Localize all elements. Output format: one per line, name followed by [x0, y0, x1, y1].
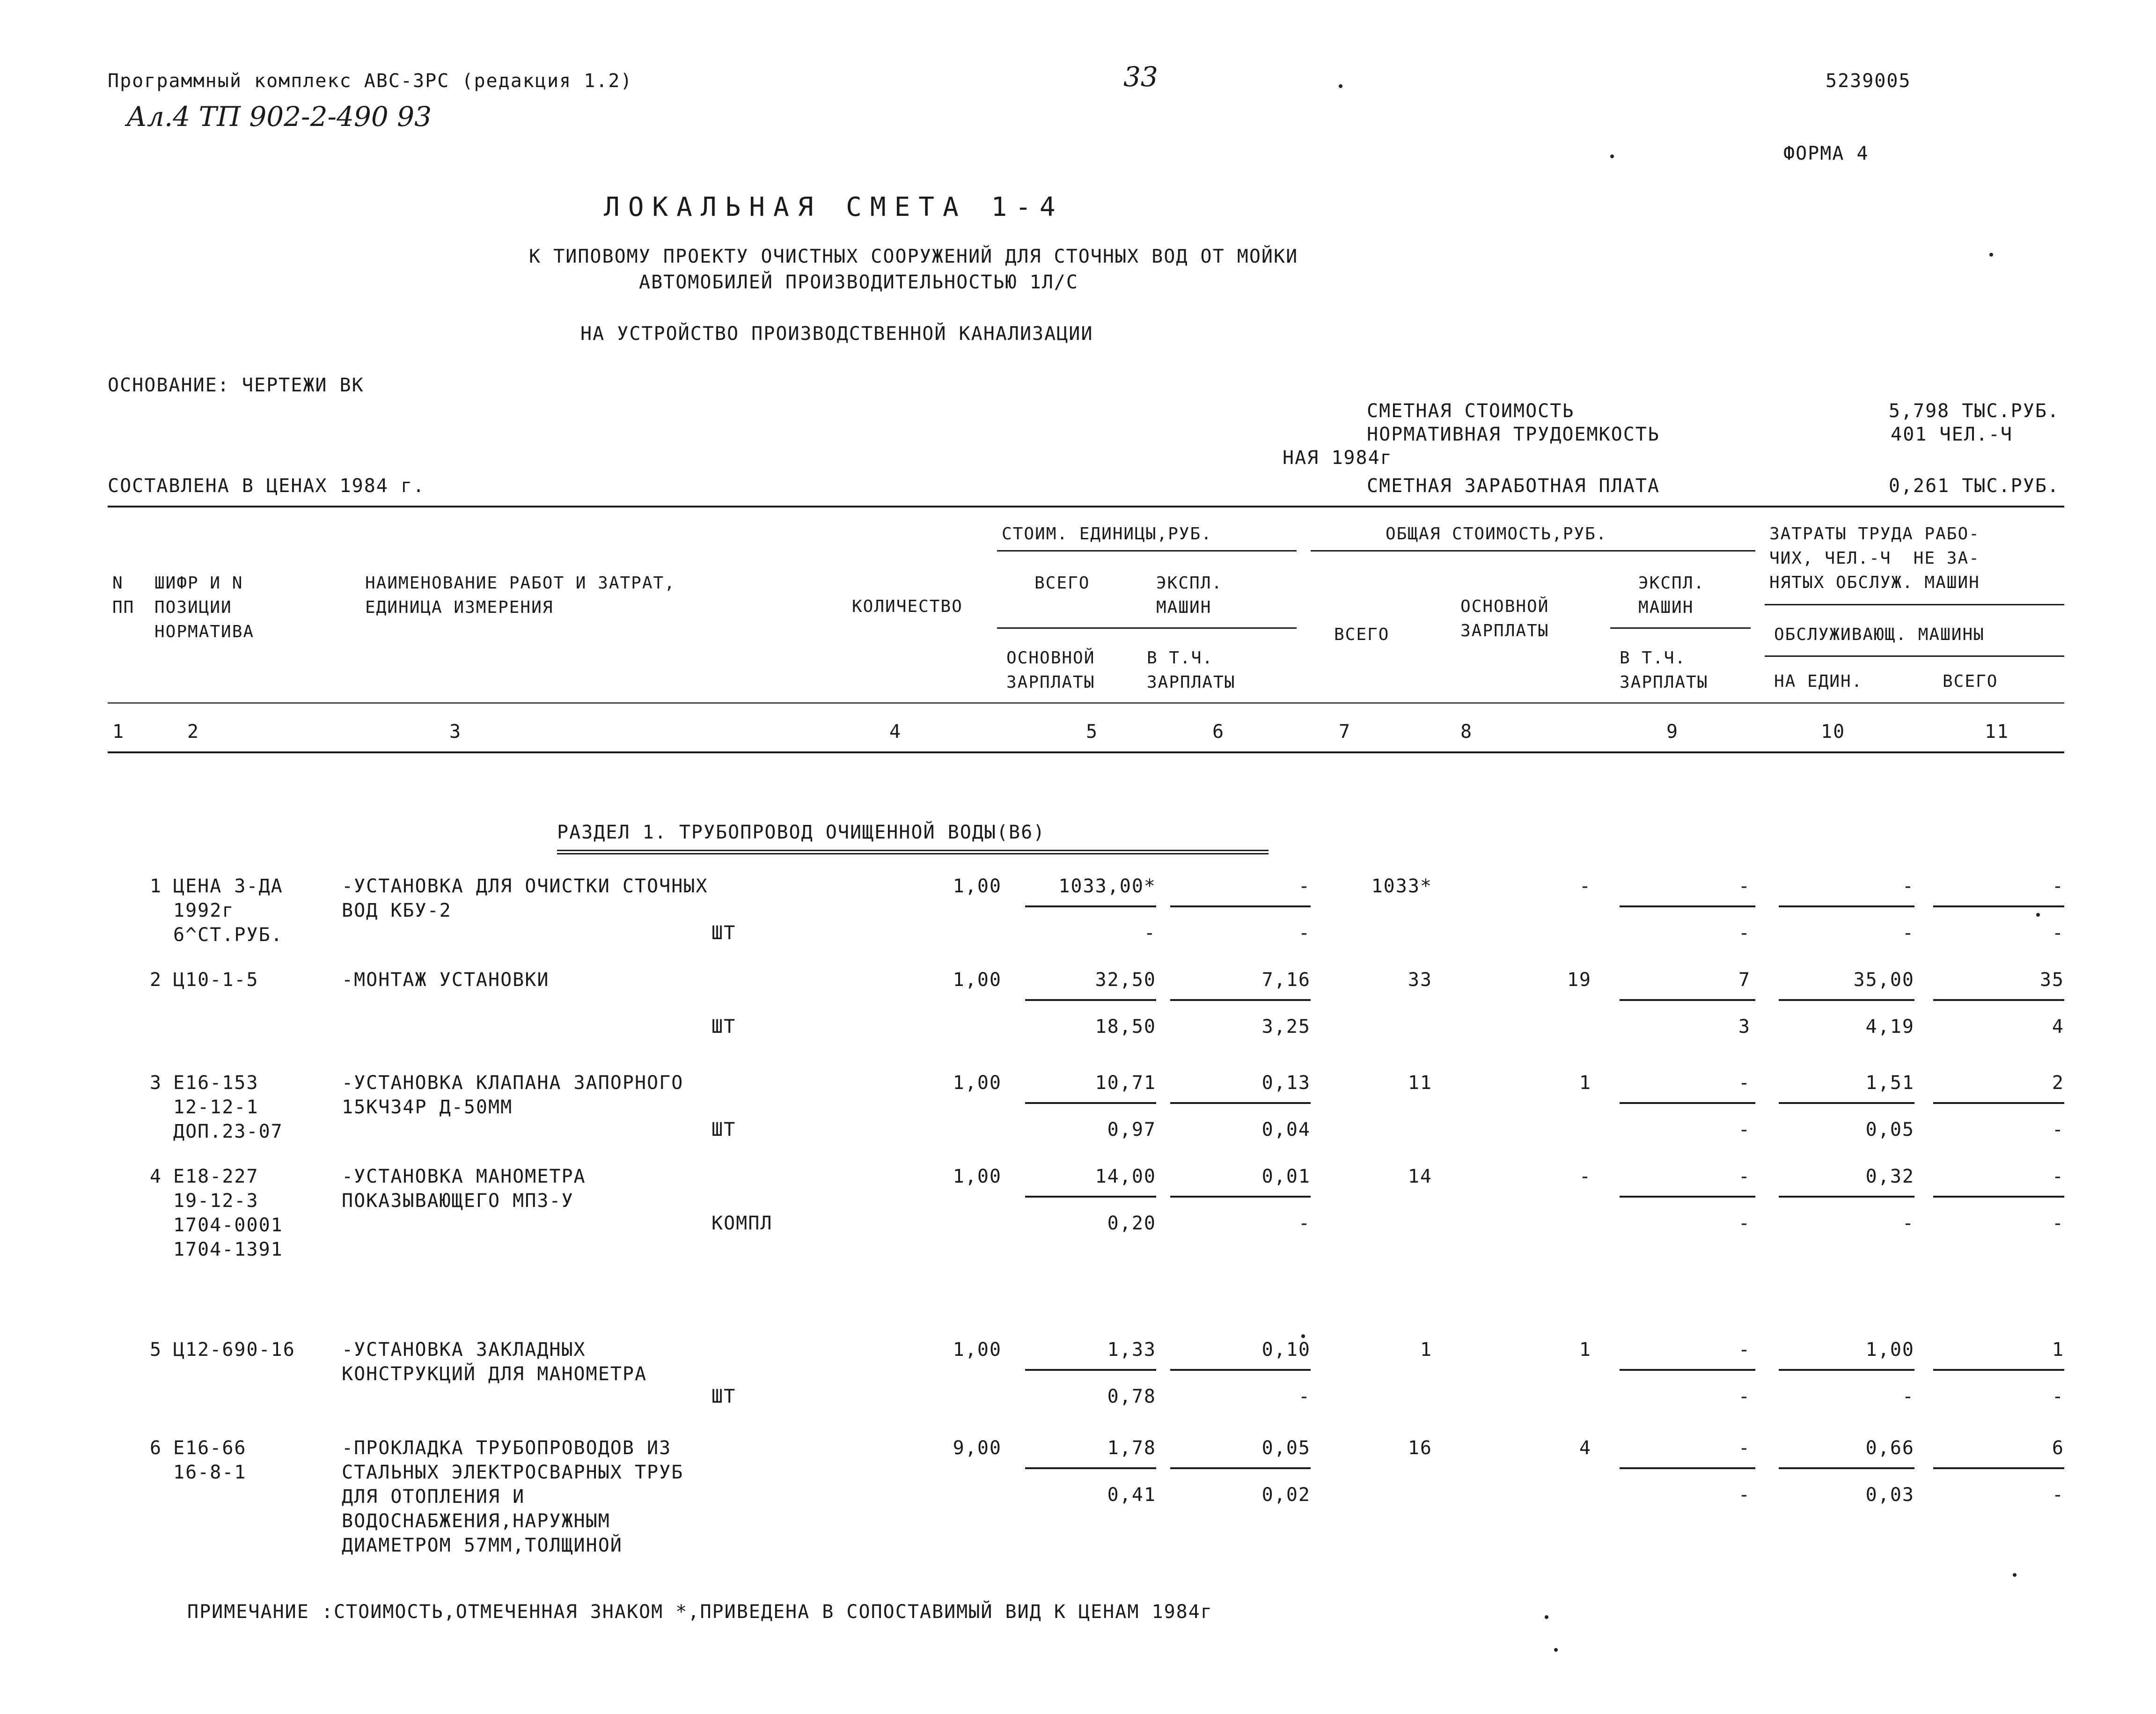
quantity: 1,00 [953, 1072, 1002, 1094]
labor-total: 6 [2052, 1437, 2064, 1459]
labor-total-machines: 4 [2052, 1016, 2064, 1037]
column-number-9: 9 [1666, 721, 1679, 743]
total-cost: 16 [1408, 1437, 1432, 1459]
summary-label-wages: СМЕТНАЯ ЗАРАБОТНАЯ ПЛАТА [1367, 475, 1660, 497]
col-header-labor-sub: ОБСЛУЖИВАЮЩ. МАШИНЫ [1774, 625, 1985, 644]
labor-total: - [2052, 875, 2064, 897]
column-number-7: 7 [1339, 721, 1351, 743]
work-name: СТАЛЬНЫХ ЭЛЕКТРОСВАРНЫХ ТРУБ [342, 1462, 684, 1483]
row-number: 5 [150, 1339, 162, 1361]
unit-cost-machine-wages: - [1298, 1213, 1311, 1234]
row-number: 3 [150, 1072, 162, 1094]
total-machines: - [1738, 875, 1751, 897]
col-group-labor: ЗАТРАТЫ ТРУДА РАБО- ЧИХ, ЧЕЛ.-Ч НЕ ЗА- НЯТЫХ ОБСЛУЖ. МАШИН [1769, 524, 1980, 592]
labor-per-unit-machines: - [1902, 922, 1914, 944]
labor-total-machines: - [2052, 1386, 2064, 1407]
work-name: ДЛЯ ОТОПЛЕНИЯ И [342, 1486, 525, 1508]
quantity: 1,00 [953, 1166, 1002, 1187]
unit-cost-total: 32,50 [1095, 969, 1156, 991]
document-title: ЛОКАЛЬНАЯ СМЕТА 1-4 [604, 192, 1064, 222]
summary-value-wages: 0,261 ТЫС.РУБ. [1888, 475, 2060, 497]
position-code: 12-12-1 [173, 1096, 259, 1118]
position-code: Ц10-1-5 [173, 969, 259, 991]
column-number-10: 10 [1821, 721, 1846, 743]
header-bottom-rule [108, 751, 2064, 753]
unit-of-measure: КОМПЛ [711, 1213, 773, 1234]
unit-cost-machines: 0,10 [1261, 1339, 1311, 1361]
work-name: 15КЧ34Р Д-50ММ [342, 1096, 513, 1118]
header-mid-rule [108, 702, 2064, 704]
unit-cost-wages: - [1144, 922, 1156, 944]
total-cost: 33 [1408, 969, 1432, 991]
position-code: 1992г [173, 900, 235, 921]
title-line-2: АВТОМОБИЛЕЙ ПРОИЗВОДИТЕЛЬНОСТЬЮ 1Л/С [639, 272, 1078, 293]
work-name: -УСТАНОВКА МАНОМЕТРА [342, 1166, 586, 1187]
labor-per-unit-machines: 0,05 [1865, 1119, 1914, 1140]
unit-cost-wages: 0,78 [1107, 1386, 1156, 1407]
summary-value-cost: 5,798 ТЫС.РУБ. [1888, 400, 2060, 422]
basis-text: ОСНОВАНИЕ: ЧЕРТЕЖИ ВК [108, 375, 364, 396]
column-number-4: 4 [889, 721, 902, 743]
labor-per-unit: 1,00 [1865, 1339, 1914, 1361]
col-header-11: ВСЕГО [1943, 672, 1998, 691]
composed-in-prices: СОСТАВЛЕНА В ЦЕНАХ 1984 г. [108, 475, 425, 497]
quantity: 1,00 [953, 969, 1002, 991]
unit-cost-machines: 0,05 [1261, 1437, 1311, 1459]
total-cost: 1033* [1371, 875, 1432, 897]
unit-cost-total: 1033,00* [1058, 875, 1156, 897]
unit-cost-machine-wages: 0,04 [1261, 1119, 1311, 1140]
column-number-2: 2 [187, 721, 200, 743]
total-machines: - [1738, 1437, 1751, 1459]
work-name: -УСТАНОВКА КЛАПАНА ЗАПОРНОГО [342, 1072, 684, 1094]
labor-per-unit: - [1902, 875, 1914, 897]
page-number: 33 [1123, 61, 1158, 93]
unit-cost-total: 14,00 [1095, 1166, 1156, 1187]
total-wages: 19 [1567, 969, 1591, 991]
col-header-1: N ПП [112, 574, 135, 617]
total-machines: - [1738, 1072, 1751, 1094]
col-header-2: ШИФР И N ПОЗИЦИИ НОРМАТИВА [154, 574, 255, 641]
col-header-4: КОЛИЧЕСТВО [852, 597, 963, 616]
row-number: 1 [150, 875, 162, 897]
work-name: ДИАМЕТРОМ 57ММ,ТОЛЩИНОЙ [342, 1535, 623, 1556]
unit-of-measure: ШТ [711, 1016, 736, 1037]
column-number-8: 8 [1460, 721, 1473, 743]
col-group-unit-cost: СТОИМ. ЕДИНИЦЫ,РУБ. [1002, 524, 1212, 544]
column-number-11: 11 [1985, 721, 2009, 743]
column-number-1: 1 [112, 721, 125, 743]
labor-per-unit-machines: - [1902, 1386, 1914, 1407]
unit-cost-total: 10,71 [1095, 1072, 1156, 1094]
program-name: Программный комплекс АВС-3РС (редакция 1.2) [108, 70, 633, 92]
labor-per-unit-machines: 0,03 [1865, 1484, 1914, 1506]
position-code: Е16-153 [173, 1072, 259, 1094]
col-header-9: ЭКСПЛ. МАШИН [1638, 574, 1705, 617]
unit-cost-wages: 18,50 [1095, 1016, 1156, 1037]
position-code: Е16-66 [173, 1437, 247, 1459]
labor-total-machines: - [2052, 1484, 2064, 1506]
unit-cost-machines: 0,01 [1261, 1166, 1311, 1187]
summary-label-continuation: НАЯ 1984г [1283, 447, 1393, 469]
total-wages: 1 [1579, 1072, 1591, 1094]
unit-of-measure: ШТ [711, 922, 736, 944]
col-header-9b: В Т.Ч. ЗАРПЛАТЫ [1620, 648, 1709, 692]
labor-total: 35 [2039, 969, 2064, 991]
form-label: ФОРМА 4 [1783, 143, 1869, 164]
total-machine-wages: - [1738, 1213, 1751, 1234]
total-machines: - [1738, 1339, 1751, 1361]
total-machines: - [1738, 1166, 1751, 1187]
col-header-7: ВСЕГО [1334, 625, 1390, 644]
work-name: -УСТАНОВКА ЗАКЛАДНЫХ [342, 1339, 586, 1361]
unit-of-measure: ШТ [711, 1386, 736, 1407]
summary-label-cost: СМЕТНАЯ СТОИМОСТЬ [1367, 400, 1575, 422]
labor-per-unit: 35,00 [1853, 969, 1914, 991]
work-name: ВОД КБУ-2 [342, 900, 452, 921]
footnote: ПРИМЕЧАНИЕ :СТОИМОСТЬ,ОТМЕЧЕННАЯ ЗНАКОМ *,ПРИВЕДЕНА В СОПОСТАВИМЫЙ ВИД К ЦЕНАМ 1984г [187, 1601, 1213, 1623]
section-title: РАЗДЕЛ 1. ТРУБОПРОВОД ОЧИЩЕННОЙ ВОДЫ(В6) [557, 822, 1046, 843]
summary-value-labor: 401 ЧЕЛ.-Ч [1891, 424, 2013, 445]
total-machine-wages: - [1738, 1119, 1751, 1140]
labor-per-unit-machines: 4,19 [1865, 1016, 1914, 1037]
quantity: 1,00 [953, 875, 1002, 897]
labor-total: 1 [2052, 1339, 2064, 1361]
unit-cost-total: 1,33 [1107, 1339, 1156, 1361]
total-wages: 1 [1579, 1339, 1591, 1361]
quantity: 9,00 [953, 1437, 1002, 1459]
labor-per-unit: 0,32 [1865, 1166, 1914, 1187]
position-code: 19-12-3 [173, 1190, 259, 1212]
total-cost: 14 [1408, 1166, 1432, 1187]
unit-cost-machine-wages: - [1298, 922, 1311, 944]
position-code: ДОП.23-07 [173, 1121, 283, 1142]
total-cost: 1 [1420, 1339, 1432, 1361]
labor-total-machines: - [2052, 1119, 2064, 1140]
labor-total: - [2052, 1166, 2064, 1187]
column-number-5: 5 [1086, 721, 1099, 743]
work-name: ВОДОСНАБЖЕНИЯ,НАРУЖНЫМ [342, 1510, 610, 1532]
total-machines: 7 [1738, 969, 1751, 991]
column-number-3: 3 [449, 721, 462, 743]
document-code: 5239005 [1826, 70, 1911, 92]
total-wages: - [1579, 1166, 1591, 1187]
unit-cost-machines: 0,13 [1261, 1072, 1311, 1094]
unit-cost-wages: 0,41 [1107, 1484, 1156, 1506]
total-machine-wages: - [1738, 1484, 1751, 1506]
unit-cost-wages: 0,20 [1107, 1213, 1156, 1234]
unit-cost-machine-wages: - [1298, 1386, 1311, 1407]
work-name: ПОКАЗЫВАЮЩЕГО МПЗ-У [342, 1190, 574, 1212]
position-code: 6^СТ.РУБ. [173, 924, 283, 946]
position-code: Е18-227 [173, 1166, 259, 1187]
work-name: -УСТАНОВКА ДЛЯ ОЧИСТКИ СТОЧНЫХ [342, 875, 708, 897]
total-cost: 11 [1408, 1072, 1432, 1094]
labor-total-machines: - [2052, 922, 2064, 944]
col-header-5: ВСЕГО [1034, 574, 1090, 593]
col-header-10: НА ЕДИН. [1774, 672, 1863, 691]
unit-cost-machine-wages: 0,02 [1261, 1484, 1311, 1506]
column-number-6: 6 [1212, 721, 1225, 743]
summary-label-labor: НОРМАТИВНАЯ ТРУДОЕМКОСТЬ [1367, 424, 1660, 445]
labor-total-machines: - [2052, 1213, 2064, 1234]
col-header-8: ОСНОВНОЙ ЗАРПЛАТЫ [1460, 597, 1549, 640]
row-number: 4 [150, 1166, 162, 1187]
title-line-3: НА УСТРОЙСТВО ПРОИЗВОДСТВЕННОЙ КАНАЛИЗАЦИИ [580, 323, 1093, 345]
work-name: -ПРОКЛАДКА ТРУБОПРОВОДОВ ИЗ [342, 1437, 672, 1459]
unit-cost-machines: - [1298, 875, 1311, 897]
total-machine-wages: - [1738, 1386, 1751, 1407]
total-machine-wages: 3 [1738, 1016, 1751, 1037]
col-header-6b: В Т.Ч. ЗАРПЛАТЫ [1147, 648, 1236, 692]
col-header-5b: ОСНОВНОЙ ЗАРПЛАТЫ [1006, 648, 1095, 692]
work-name: КОНСТРУКЦИЙ ДЛЯ МАНОМЕТРА [342, 1363, 647, 1385]
row-number: 2 [150, 969, 162, 991]
title-line-1: К ТИПОВОМУ ПРОЕКТУ ОЧИСТНЫХ СООРУЖЕНИЙ ДЛЯ СТОЧНЫХ ВОД ОТ МОЙКИ [529, 246, 1298, 267]
labor-total: 2 [2052, 1072, 2064, 1094]
unit-cost-wages: 0,97 [1107, 1119, 1156, 1140]
labor-per-unit-machines: - [1902, 1213, 1914, 1234]
position-code: ЦЕНА З-ДА [173, 875, 283, 897]
row-number: 6 [150, 1437, 162, 1459]
header-top-rule [108, 506, 2064, 508]
unit-cost-machine-wages: 3,25 [1261, 1016, 1311, 1037]
unit-of-measure: ШТ [711, 1119, 736, 1140]
col-header-3: НАИМЕНОВАНИЕ РАБОТ И ЗАТРАТ, ЕДИНИЦА ИЗМЕРЕНИЯ [365, 574, 675, 617]
unit-cost-total: 1,78 [1107, 1437, 1156, 1459]
labor-per-unit: 0,66 [1865, 1437, 1914, 1459]
handwritten-reference: Ал.4 ТП 902-2-490 93 [126, 101, 432, 132]
position-code: Ц12-690-16 [173, 1339, 295, 1361]
unit-cost-machines: 7,16 [1261, 969, 1311, 991]
work-name: -МОНТАЖ УСТАНОВКИ [342, 969, 550, 991]
total-machine-wages: - [1738, 922, 1751, 944]
total-wages: - [1579, 875, 1591, 897]
labor-per-unit: 1,51 [1865, 1072, 1914, 1094]
quantity: 1,00 [953, 1339, 1002, 1361]
total-wages: 4 [1579, 1437, 1591, 1459]
position-code: 1704-1391 [173, 1239, 283, 1260]
position-code: 1704-0001 [173, 1214, 283, 1236]
col-group-total-cost: ОБЩАЯ СТОИМОСТЬ,РУБ. [1386, 524, 1607, 544]
position-code: 16-8-1 [173, 1462, 247, 1483]
col-header-6: ЭКСПЛ. МАШИН [1156, 574, 1223, 617]
